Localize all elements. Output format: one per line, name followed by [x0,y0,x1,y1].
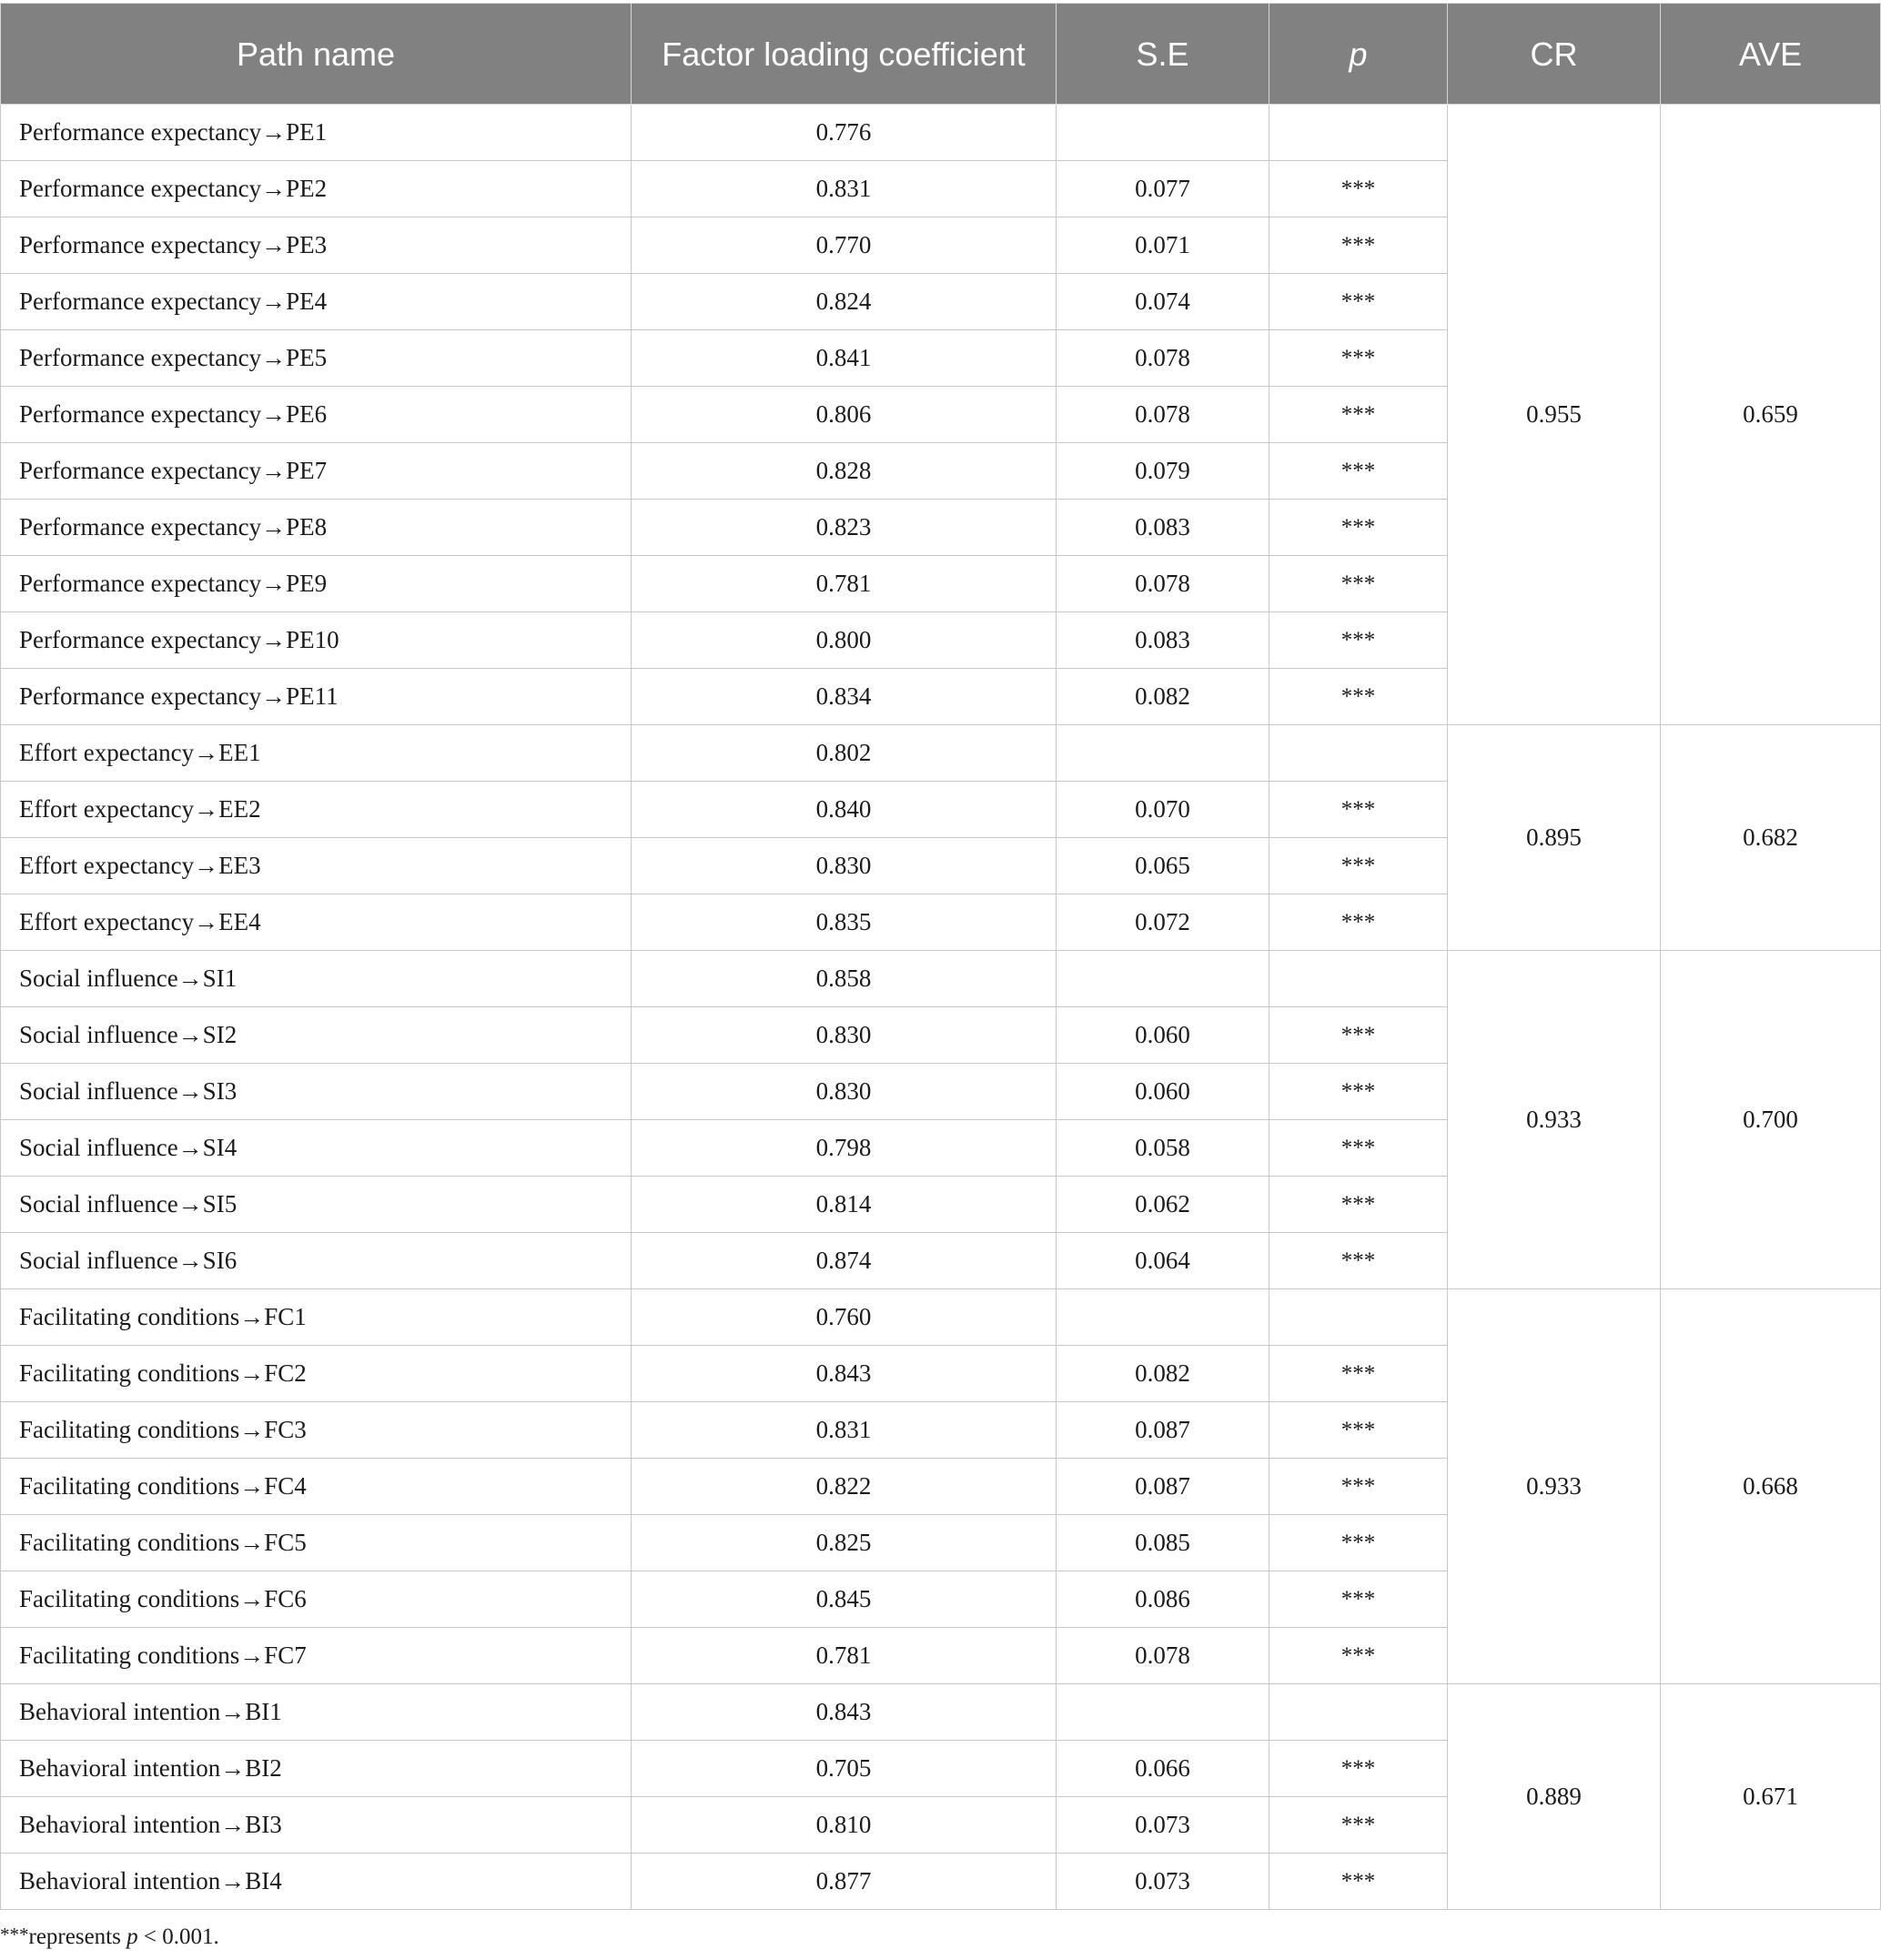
standard-error-cell [1057,951,1269,1007]
loading-cell: 0.798 [632,1120,1057,1177]
loading-cell: 0.874 [632,1233,1057,1289]
p-value-cell: *** [1269,161,1448,217]
loading-cell: 0.770 [632,217,1057,274]
standard-error-cell: 0.078 [1057,1628,1269,1684]
path-cell: Performance expectancy→PE5 [1,330,632,387]
loading-cell: 0.781 [632,1628,1057,1684]
standard-error-cell: 0.083 [1057,612,1269,669]
p-value-cell: *** [1269,443,1448,500]
path-cell: Facilitating conditions→FC2 [1,1346,632,1402]
loading-cell: 0.840 [632,782,1057,838]
standard-error-cell: 0.065 [1057,838,1269,894]
header-p-value: p [1269,4,1448,105]
path-cell: Performance expectancy→PE3 [1,217,632,274]
p-value-cell: *** [1269,274,1448,330]
standard-error-cell: 0.073 [1057,1797,1269,1854]
path-cell: Facilitating conditions→FC6 [1,1571,632,1628]
loading-cell: 0.858 [632,951,1057,1007]
p-value-cell: *** [1269,1571,1448,1628]
p-value-cell: *** [1269,1346,1448,1402]
path-cell: Facilitating conditions→FC7 [1,1628,632,1684]
table-footnote [0,1924,219,1950]
standard-error-cell: 0.064 [1057,1233,1269,1289]
path-cell: Performance expectancy→PE1 [1,105,632,161]
p-value-cell: *** [1269,1233,1448,1289]
path-cell: Effort expectancy→EE2 [1,782,632,838]
path-cell: Social influence→SI6 [1,1233,632,1289]
loading-cell: 0.810 [632,1797,1057,1854]
p-value-cell: *** [1269,1741,1448,1797]
table-row [1,725,1881,782]
standard-error-cell: 0.082 [1057,669,1269,725]
p-value-cell: *** [1269,1854,1448,1910]
path-cell: Performance expectancy→PE6 [1,387,632,443]
table-row [1,1684,1881,1741]
cr-cell: 0.895 [1448,725,1661,951]
header-factor-loading: Factor loading coefficient [632,4,1057,105]
ave-cell: 0.659 [1661,105,1881,725]
path-cell: Facilitating conditions→FC3 [1,1402,632,1459]
loading-cell: 0.705 [632,1741,1057,1797]
loading-cell: 0.776 [632,105,1057,161]
p-value-cell: *** [1269,387,1448,443]
path-cell: Social influence→SI2 [1,1007,632,1064]
cr-cell: 0.955 [1448,105,1661,725]
standard-error-cell: 0.079 [1057,443,1269,500]
loading-cell: 0.824 [632,274,1057,330]
header-ave: AVE [1661,4,1881,105]
standard-error-cell [1057,725,1269,782]
p-value-cell: *** [1269,894,1448,951]
loading-cell: 0.841 [632,330,1057,387]
loading-cell: 0.843 [632,1346,1057,1402]
path-cell: Social influence→SI4 [1,1120,632,1177]
standard-error-cell: 0.087 [1057,1459,1269,1515]
standard-error-cell: 0.082 [1057,1346,1269,1402]
standard-error-cell: 0.060 [1057,1007,1269,1064]
path-cell: Social influence→SI1 [1,951,632,1007]
p-value-cell: *** [1269,1064,1448,1120]
footnote-text-before: represents [28,1925,127,1949]
path-cell: Behavioral intention→BI3 [1,1797,632,1854]
loading-cell: 0.760 [632,1289,1057,1346]
p-value-cell [1269,1289,1448,1346]
loading-cell: 0.830 [632,1064,1057,1120]
standard-error-cell: 0.066 [1057,1741,1269,1797]
loading-cell: 0.825 [632,1515,1057,1571]
standard-error-cell: 0.060 [1057,1064,1269,1120]
p-value-cell: *** [1269,1628,1448,1684]
p-value-cell: *** [1269,1120,1448,1177]
standard-error-cell [1057,1684,1269,1741]
p-value-cell: *** [1269,1459,1448,1515]
p-value-cell: *** [1269,1402,1448,1459]
standard-error-cell [1057,1289,1269,1346]
p-value-cell: *** [1269,1515,1448,1571]
p-value-cell: *** [1269,1177,1448,1233]
standard-error-cell: 0.078 [1057,556,1269,612]
p-value-cell: *** [1269,500,1448,556]
path-cell: Effort expectancy→EE4 [1,894,632,951]
header-cr: CR [1448,4,1661,105]
footnote-text-after: < 0.001. [137,1925,219,1949]
loading-cell: 0.834 [632,669,1057,725]
p-value-cell: *** [1269,217,1448,274]
cr-cell: 0.933 [1448,951,1661,1289]
loading-cell: 0.830 [632,838,1057,894]
standard-error-cell: 0.070 [1057,782,1269,838]
header-row [1,4,1881,105]
p-value-cell: *** [1269,556,1448,612]
p-value-cell [1269,1684,1448,1741]
loading-cell: 0.823 [632,500,1057,556]
loading-cell: 0.781 [632,556,1057,612]
loading-cell: 0.822 [632,1459,1057,1515]
loading-cell: 0.830 [632,1007,1057,1064]
loading-cell: 0.845 [632,1571,1057,1628]
path-cell: Effort expectancy→EE3 [1,838,632,894]
loading-cell: 0.800 [632,612,1057,669]
loading-cell: 0.806 [632,387,1057,443]
p-value-cell: *** [1269,1007,1448,1064]
footnote-symbol: *** [0,1924,29,1945]
standard-error-cell: 0.077 [1057,161,1269,217]
standard-error-cell: 0.072 [1057,894,1269,951]
standard-error-cell: 0.062 [1057,1177,1269,1233]
p-value-cell: *** [1269,612,1448,669]
header-standard-error: S.E [1057,4,1269,105]
standard-error-cell: 0.085 [1057,1515,1269,1571]
loading-cell: 0.828 [632,443,1057,500]
ave-cell: 0.671 [1661,1684,1881,1910]
standard-error-cell: 0.078 [1057,387,1269,443]
standard-error-cell [1057,105,1269,161]
loading-cell: 0.831 [632,161,1057,217]
path-cell: Facilitating conditions→FC4 [1,1459,632,1515]
loading-cell: 0.835 [632,894,1057,951]
p-value-cell: *** [1269,669,1448,725]
path-cell: Performance expectancy→PE7 [1,443,632,500]
standard-error-cell: 0.073 [1057,1854,1269,1910]
standard-error-cell: 0.071 [1057,217,1269,274]
p-value-cell: *** [1269,1797,1448,1854]
table-body [1,105,1881,1910]
loading-cell: 0.802 [632,725,1057,782]
path-cell: Performance expectancy→PE11 [1,669,632,725]
path-cell: Behavioral intention→BI4 [1,1854,632,1910]
path-cell: Performance expectancy→PE4 [1,274,632,330]
path-cell: Facilitating conditions→FC5 [1,1515,632,1571]
standard-error-cell: 0.058 [1057,1120,1269,1177]
p-value-cell [1269,725,1448,782]
loading-cell: 0.877 [632,1854,1057,1910]
path-cell: Performance expectancy→PE8 [1,500,632,556]
standard-error-cell: 0.083 [1057,500,1269,556]
factor-loading-table [0,3,1881,1910]
path-cell: Performance expectancy→PE2 [1,161,632,217]
loading-cell: 0.831 [632,1402,1057,1459]
path-cell: Social influence→SI5 [1,1177,632,1233]
path-cell: Behavioral intention→BI2 [1,1741,632,1797]
footnote-variable: p [126,1925,138,1949]
p-value-cell: *** [1269,782,1448,838]
path-cell: Performance expectancy→PE9 [1,556,632,612]
table-row [1,105,1881,161]
cr-cell: 0.933 [1448,1289,1661,1684]
ave-cell: 0.682 [1661,725,1881,951]
loading-cell: 0.814 [632,1177,1057,1233]
loading-cell: 0.843 [632,1684,1057,1741]
path-cell: Facilitating conditions→FC1 [1,1289,632,1346]
path-cell: Effort expectancy→EE1 [1,725,632,782]
p-value-cell [1269,105,1448,161]
standard-error-cell: 0.087 [1057,1402,1269,1459]
p-value-cell: *** [1269,838,1448,894]
p-value-cell [1269,951,1448,1007]
standard-error-cell: 0.078 [1057,330,1269,387]
cr-cell: 0.889 [1448,1684,1661,1910]
path-cell: Social influence→SI3 [1,1064,632,1120]
table-row [1,1289,1881,1346]
ave-cell: 0.700 [1661,951,1881,1289]
standard-error-cell: 0.086 [1057,1571,1269,1628]
path-cell: Behavioral intention→BI1 [1,1684,632,1741]
standard-error-cell: 0.074 [1057,274,1269,330]
p-value-cell: *** [1269,330,1448,387]
header-path-name: Path name [1,4,632,105]
path-cell: Performance expectancy→PE10 [1,612,632,669]
table-row [1,951,1881,1007]
ave-cell: 0.668 [1661,1289,1881,1684]
